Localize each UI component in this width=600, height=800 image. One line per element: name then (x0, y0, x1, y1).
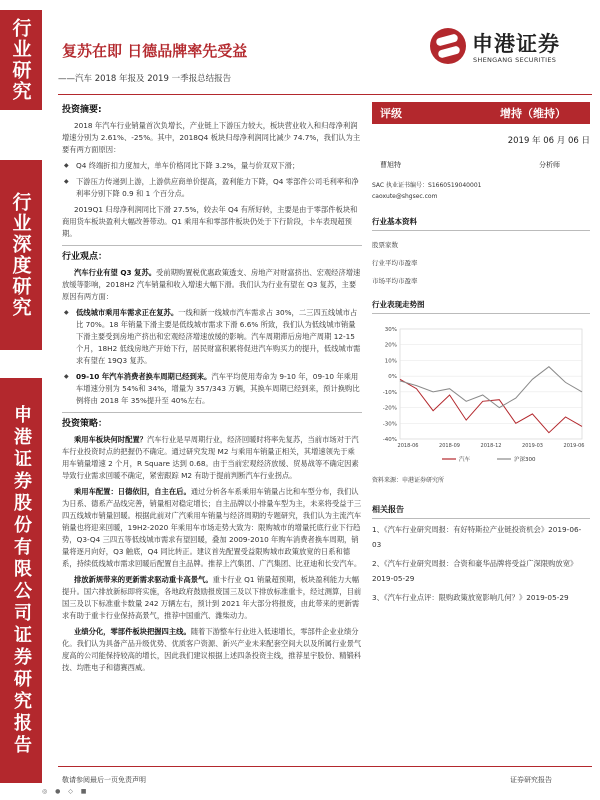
industry-bullet: ◆ 09-10 年汽车消费者换车周期已经到来。汽车平均使用寿命为 9-10 年，09-10 年乘用车增速分别为 54%和 34%，增量为 357/343 万辆，其换车周期已经到来，预计换购比例将由 2018 年 35%提升至 40%左右。 (62, 371, 362, 407)
trend-heading: 行业表现走势图 (372, 300, 425, 309)
advice-paragraph: 业绩分化，零部件板块把握四主线。随着下游整车行业进入低速增长，零部件企业业绩分化。我们认为具备产品升级优势、优质客户资源、新兴产业未来配套空间大以及所属行业景气度高的公司能保持较高的增长，因此我们建议根据上述四条投资主线，推荐星宇股份、精锻科技、均胜电子和德赛西威。 (62, 627, 362, 672)
x-tick-label: 2019-06 (563, 443, 585, 449)
industry-trend-chart (372, 321, 590, 471)
abstract-paragraph: 2019Q1 归母净利润同比下滑 27.5%，较去年 Q4 有所好转，主要是由于零部件板块和商用货车板块盈利大幅改善带动。Q1 乘用车和零部件板块仍处于下行阶段，卡车表现超预期。 (62, 205, 358, 238)
advice-paragraph: 乘用车配置：日德依旧，自主在后。通过分析各车系乘用车销量占比和车型分布，我们认为日系、德系产品线完善，销量相对稳定增长；自主品牌以小排量车型为主，未来将受益于三四五线城市销量回暖。根据此前对广汽乘用车销量与经济周期的专题研究，我们认为主流汽车销量也将迎来回暖，19H2-2020 年乘用车市场走势大致为：限购城市的增量托底行业下行趋势，Q3-Q4 三四五等低线城市需求有望回暖，叠加 2009-2010 年购车消费者换车周期，销量将逐月向好，Q3 触底，Q4 同比转正。建议首先配置受益限购城市政策放宽的日系和德系，持续低线城市需求回暖后配置自主品牌。推荐上汽集团、广汽集团、比亚迪和长安汽车。 (62, 487, 362, 568)
rating-value: 增持（维持） (500, 107, 566, 120)
related-report-link[interactable]: 2、《汽车行业研究周报：合资和豪华品牌将受益广深限购放宽》2019-05-29 (372, 559, 578, 583)
logo-name-cn: 申港证券 (472, 32, 560, 56)
related-reports-list (372, 522, 590, 605)
report-title: 复苏在即 日德品牌率先受益 (62, 42, 248, 60)
analyst-name: 曹旭特 (380, 161, 401, 169)
x-tick-label: 2019-03 (522, 443, 543, 449)
y-tick-label: 0% (388, 374, 397, 381)
x-tick-label: 2018-06 (397, 443, 419, 449)
chart-source: 资料来源：申港证券研究所 (372, 477, 445, 484)
related-report-link[interactable]: 3、《汽车行业点评：限购政策放宽影响几何？》2019-05-29 (372, 593, 569, 602)
plot-frame (400, 329, 582, 439)
abstract-bullet: ◆ 下游压力传递到上游，上游供应商单价提高，盈利能力下降，Q4 零部件公司毛利率和净利率分别下降 0.9 和 1 个百分点。 (62, 176, 362, 200)
related-divider (372, 518, 590, 519)
basic-info-item: 市场平均市盈率 (372, 277, 418, 285)
analyst-role: 分析师 (539, 161, 560, 169)
x-tick-label: 2018-09 (439, 443, 460, 449)
x-tick-label: 2018-12 (480, 443, 502, 449)
footer-divider (58, 766, 592, 767)
logo-name-en: SHENGANG SECURITIES (473, 56, 557, 64)
analyst-info (372, 180, 590, 202)
sidebar-tag-industry-research: 行业研究 (0, 10, 42, 110)
footer-report-type: 证券研究报告 (510, 776, 552, 784)
company-logo (430, 26, 590, 70)
related-report-link[interactable]: 1、《汽车行业研究周报：有好特斯拉产业链投资机会》2019-06-03 (372, 525, 582, 549)
abstract-paragraph: 2018 年汽车行业销量首次负增长，产业链上下游压力较大，板块营业收入和归母净利润增速分别为 2.61%、-25%。其中，2018Q4 板块归母净利润同比减少 74.7%，我们认为主要有两方面原因： (62, 121, 361, 154)
sidebar (0, 0, 50, 800)
basic-info-item: 行业平均市盈率 (372, 259, 418, 267)
y-tick-label: 30% (384, 327, 397, 333)
advice-paragraph: 乘用车板块何时配置？汽车行业是早周期行业，经济回暖时将率先复苏，当前市场对于汽车行业投资时点的把握仍不确定。通过研究发现 M2 与乘用车销量正相关，其增速领先于乘用车销量增速 2 个月，R Square 达到 0.68。由于当前宏观经济放缓、贸易战等不确定因素导致行业需求回暖不确定，紧密跟踪 M2 有助于提前判断汽车行业拐点。 (62, 435, 359, 480)
rating-label: 评级 (380, 107, 402, 120)
y-tick-label: -10% (382, 389, 397, 396)
industry-paragraph: 汽车行业有望 Q3 复苏。受前期购置税优惠政策透支、房地产对财富挤出、宏观经济增速放缓等影响，2018H2 汽车销量和收入增速大幅下滑。我们认为行业有望在 Q3 复苏，主要原因有两方面： (62, 268, 361, 301)
basic-info-item: 股票家数 (372, 241, 398, 249)
header-divider (58, 94, 592, 95)
y-tick-label: -40% (382, 437, 397, 443)
right-column (372, 100, 590, 609)
footer-disclaimer: 敬请参阅最后一页免责声明 (62, 776, 146, 784)
rating-banner (372, 102, 590, 124)
industry-heading: 行业观点： (62, 252, 108, 262)
footer-social-icons: ◎ ● ◇ ■ (42, 788, 90, 795)
analyst-email[interactable]: caoxute@shgsec.com (372, 193, 438, 200)
industry-bullet: ◆ 低线城市乘用车需求正在复苏。一线和新一线城市汽车需求占 30%，二三四五线城市占比 70%。18 年销量下滑主要是低线城市需求下滑 6.6% 所致，我们认为低线城市销量下滑主要受到房地产挤出和宏观经济增速放缓的影响。汽车周期滞后房地产周期 12-15 个月，18H2 低线房地产开始下行，居民财富积累将促进汽车购买力的提升，低线城市需求有望在 19Q3 复苏。 (62, 307, 362, 367)
y-tick-label: 20% (384, 342, 397, 349)
legend-label: 沪深300 (514, 457, 536, 463)
series-line-auto (400, 379, 582, 432)
logo-emblem-icon (430, 28, 466, 64)
analyst-sac: SAC 执业证书编号：S1660519040001 (372, 182, 482, 189)
analyst-row (372, 160, 590, 170)
abstract-heading: 投资摘要: (62, 105, 102, 115)
report-date: 2019 年 06 月 06 日 (507, 136, 590, 146)
advice-paragraph: 排放新规带来的更新需求驱动重卡高景气。重卡行业 Q1 销量超预期，板块盈利能力大幅提升。国六排放新标即将实施，各地政府鼓励报废国三及以下排放标准重卡，经过测算，目前国三及以下标准重卡数量 242 万辆左右，预计到 2021 年大部分将报废，由此带来的更新需求有助于重卡行业保持高景气，推荐中国重汽、潍柴动力。 (62, 575, 362, 620)
basic-info-heading: 行业基本资料 (372, 217, 417, 226)
y-tick-label: -20% (382, 405, 397, 412)
series-line-hs300 (400, 367, 582, 408)
y-tick-label: 10% (384, 358, 397, 365)
trend-divider (372, 313, 590, 314)
y-tick-label: -30% (382, 421, 397, 428)
main-column (62, 100, 362, 678)
section-divider (62, 412, 362, 413)
basic-info-divider (372, 230, 590, 231)
abstract-bullet: ◆ Q4 终端折扣力度加大，单车价格同比下降 3.2%，量与价双双下滑； (62, 160, 362, 172)
sidebar-tag-company: 申港证券股份有限公司证券研究报告 (0, 378, 42, 783)
section-divider (62, 245, 362, 246)
sidebar-tag-deep-research: 行业深度研究 (0, 160, 42, 350)
legend-label: 汽车 (459, 457, 471, 463)
advice-heading: 投资策略： (62, 419, 108, 429)
related-reports-heading: 相关报告 (372, 505, 404, 514)
report-subtitle: ——汽车 2018 年报及 2019 一季报总结报告 (58, 74, 232, 84)
